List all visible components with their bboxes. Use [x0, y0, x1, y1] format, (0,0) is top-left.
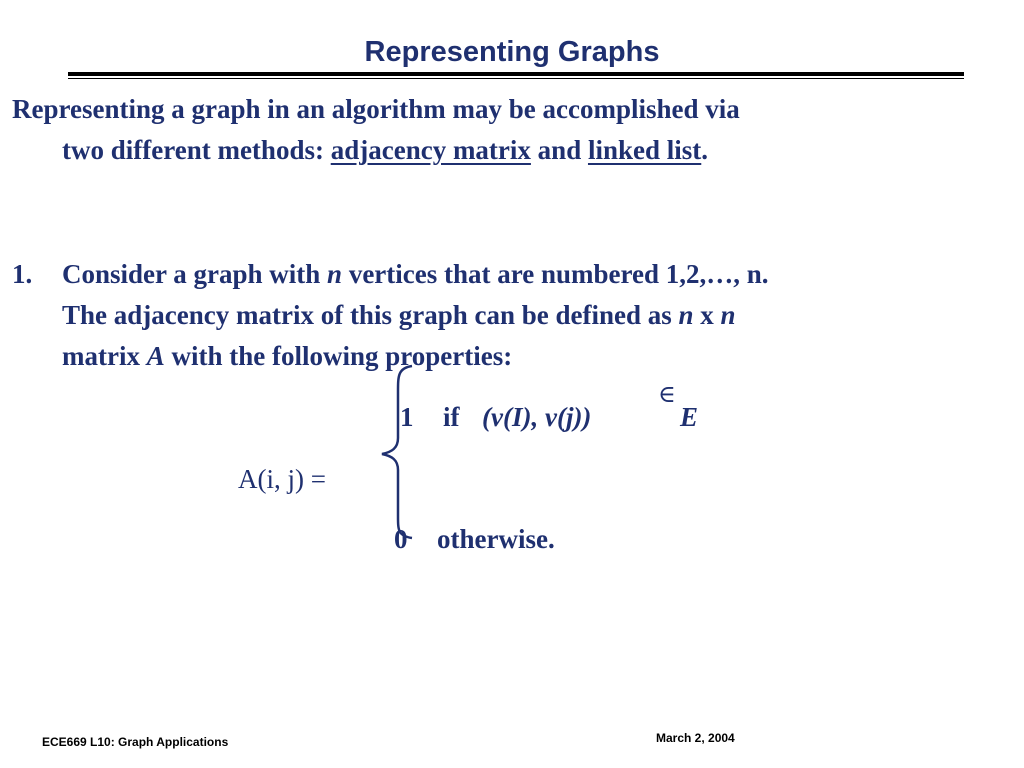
case-2-value: 0 — [394, 524, 408, 554]
case-1-condition: (v(I), v(j)) — [482, 402, 592, 432]
item-1-l2-n1: n — [678, 300, 694, 330]
left-brace — [378, 362, 418, 542]
item-1-l1-text: Consider a graph with — [62, 259, 328, 289]
adjacency-matrix-term: adjacency matrix — [330, 135, 531, 165]
intro-line-2-prefix: two different methods: — [62, 135, 331, 165]
item-1-l2-text: The adjacency matrix of this graph can be defined as — [62, 300, 679, 330]
case-2-text: otherwise. — [437, 524, 555, 554]
title-rule-thin — [68, 78, 964, 79]
case-1-value: 1 — [400, 402, 414, 432]
item-1-l3-A: A — [146, 341, 165, 371]
item-1-line-3 — [62, 341, 512, 372]
formula-lhs: A(i, j) = — [238, 464, 326, 494]
case-1-if: if — [443, 402, 460, 432]
linked-list-term: linked list — [587, 135, 702, 165]
item-1-l1-rest: vertices that are numbered 1,2,…, n. — [342, 259, 769, 289]
item-1-l1-n: n — [327, 259, 343, 289]
item-1-line-1 — [62, 259, 769, 290]
item-1-l3-text: matrix — [62, 341, 147, 371]
item-1-l3-rest: with the following properties: — [164, 341, 513, 371]
intro-line-1: Representing a graph in an algorithm may be accomplished via — [12, 94, 740, 124]
edge-set-E: E — [680, 402, 699, 432]
footer-course: ECE669 L10: Graph Applications — [42, 735, 229, 749]
title-rule — [68, 72, 964, 76]
intro-line-2 — [62, 135, 708, 166]
footer-date: March 2, 2004 — [656, 731, 735, 745]
item-1-number: 1. — [12, 259, 33, 289]
item-1-line-2 — [62, 300, 736, 331]
intro-period: . — [701, 135, 709, 165]
element-of-symbol: ∈ — [658, 382, 676, 408]
item-1-l2-x: x — [693, 300, 721, 330]
item-1-l2-n2: n — [720, 300, 736, 330]
intro-and: and — [530, 135, 588, 165]
slide-title: Representing Graphs — [364, 36, 660, 68]
